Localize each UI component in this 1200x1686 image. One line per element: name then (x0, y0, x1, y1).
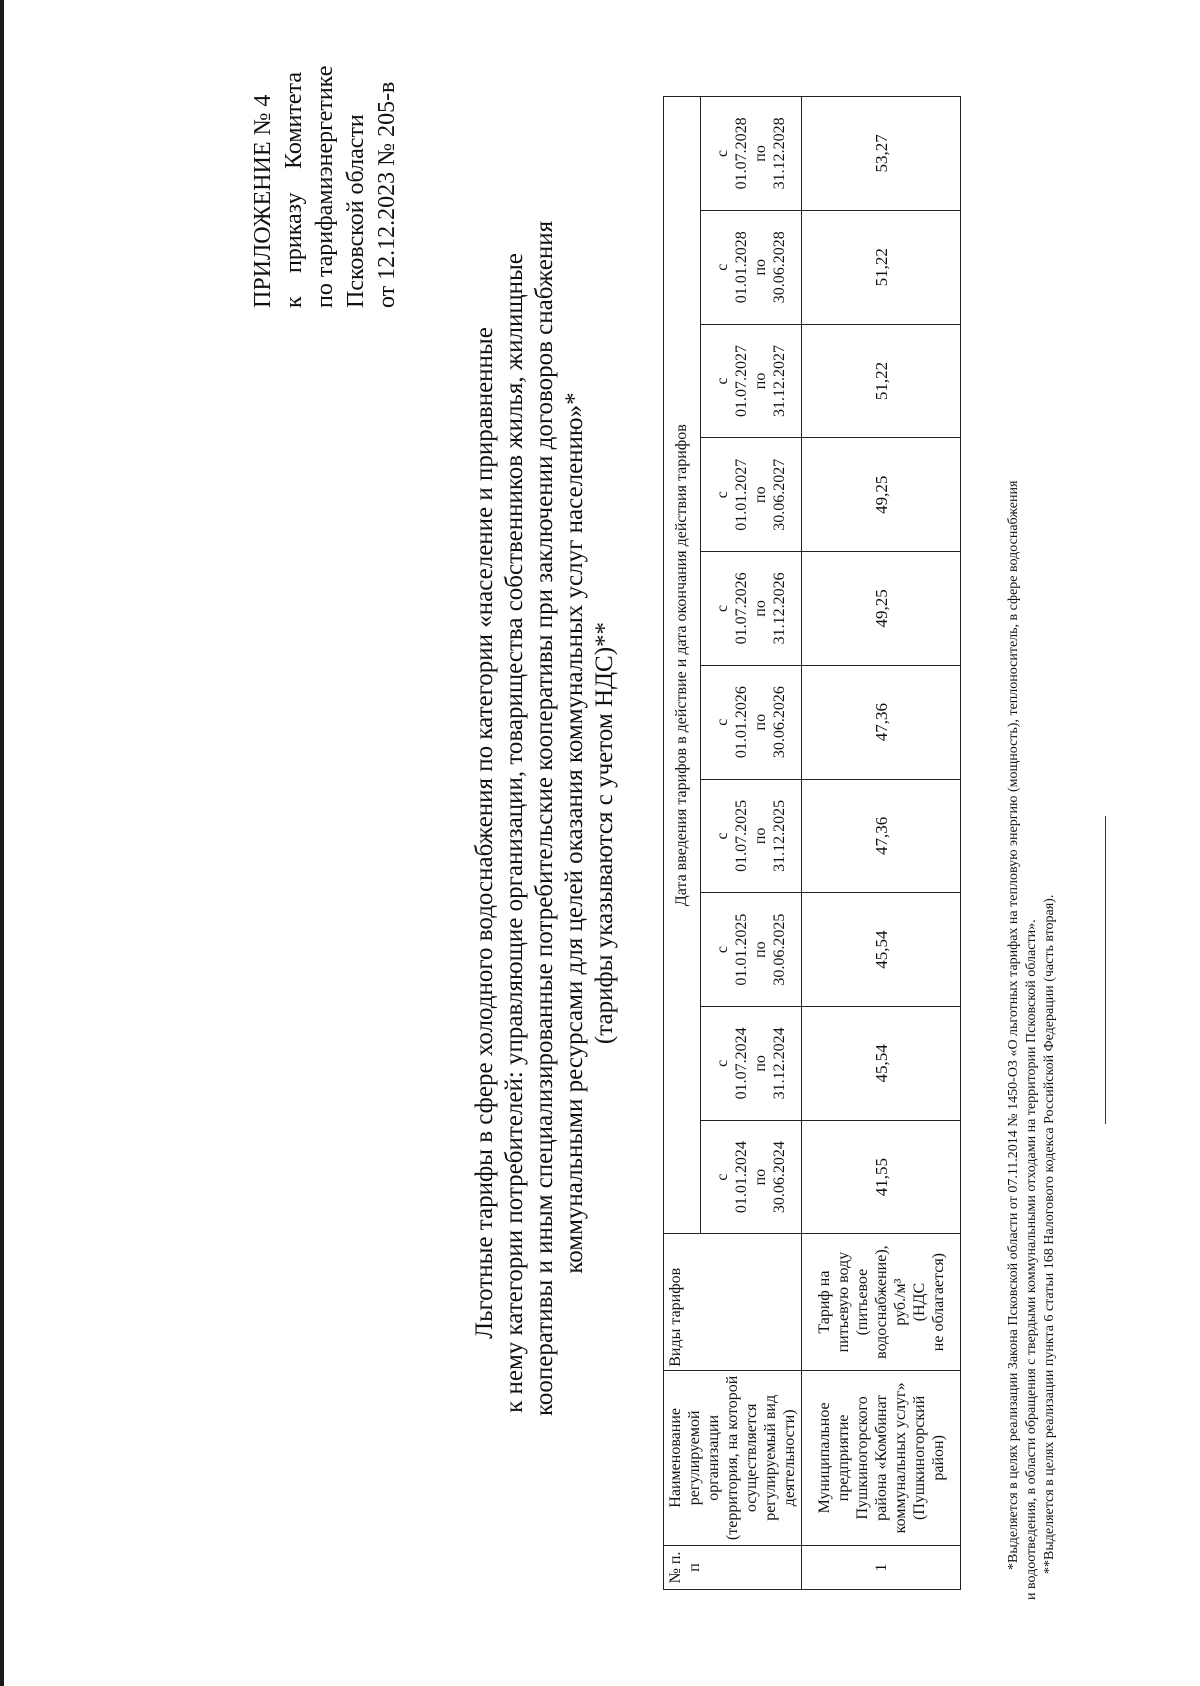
header-organization: Наименование регулируемой организации (территория, на которой осуществляется регулируемый вид деятельности) (664, 1370, 802, 1545)
appendix-line-5: от 12.12.2023 № 205-в (374, 81, 400, 308)
tariff-value: 51,22 (802, 324, 961, 438)
appendix-word-order: приказу (281, 192, 307, 273)
tariff-value: 47,36 (802, 779, 961, 893)
title-line-5: (тарифы указываются с учетом НДС)** (591, 621, 618, 1045)
appendix-word-k: к (281, 296, 307, 308)
row-number: 1 (802, 1545, 961, 1589)
tariff-table (663, 96, 961, 1590)
tariff-value: 45,54 (802, 1006, 961, 1120)
period-header: с 01.07.2025 по 31.12.2025 (700, 779, 801, 893)
period-header: с 01.07.2028 по 31.12.2028 (700, 97, 801, 211)
appendix-header (248, 65, 403, 308)
title-line-4: коммунальными ресурсами для целей оказания коммунальных услуг населению»* (561, 392, 588, 1274)
document-title (470, 220, 620, 1416)
title-line-1: Льготные тарифы в сфере холодного водоснабжения по категории «население и приравненные (471, 327, 498, 1339)
period-header: с 01.01.2027 по 30.06.2027 (700, 438, 801, 552)
period-header: с 01.01.2024 по 30.06.2024 (700, 1120, 801, 1234)
title-line-3: кооперативы и иным специализированные потребительские кооперативы при заключении договоров снабжения (531, 220, 558, 1416)
footnotes (1005, 80, 1059, 1600)
appendix-line-4: Псковской области (343, 114, 369, 308)
appendix-title: ПРИЛОЖЕНИЕ № 4 (250, 94, 276, 308)
period-header: с 01.07.2026 по 31.12.2026 (700, 552, 801, 666)
title-line-2: к нему категории потребителей: управляющие организации, товарищества собственников жилья, жилищные (501, 253, 528, 1413)
tariff-value: 51,22 (802, 210, 961, 324)
tariff-value: 47,36 (802, 665, 961, 779)
tariff-value: 41,55 (802, 1120, 961, 1234)
table-header-row (664, 97, 701, 1590)
table-row (802, 97, 961, 1590)
period-header: с 01.07.2027 по 31.12.2027 (700, 324, 801, 438)
header-number: № п. п (664, 1545, 802, 1589)
footnote-1: *Выделяется в целях реализации Закона Псковской области от 07.11.2014 № 1450-ОЗ «О льготных тарифах на тепловую энергию (мощность), теплоноситель, в сфере водоснабжения (1006, 480, 1021, 1570)
footnote-2: **Выделяется в целях реализации пункта 6 статьи 168 Налогового кодекса Российской Федерации (часть вторая). (1042, 894, 1057, 1574)
period-header: с 01.01.2026 по 30.06.2026 (700, 665, 801, 779)
appendix-word-and: и (312, 176, 338, 190)
row-tariff-kind: Тариф на питьевую воду (питьевое водоснабжение), руб./м³ (НДС не облагается) (802, 1234, 961, 1370)
header-dates: Дата введения тарифов в действие и дата окончания действия тарифов (664, 97, 701, 1234)
period-header: с 01.07.2024 по 31.12.2024 (700, 1006, 801, 1120)
footnote-1-continued: и водоотведения, в области обращения с твердыми коммунальными отходами на территории Псковской области». (1024, 919, 1039, 1600)
tariff-value: 49,25 (802, 438, 961, 552)
row-organization: Муниципальное предприятие Пушкиногорского района «Комбинат коммунальных услуг» (Пушкиногорский район) (802, 1370, 961, 1545)
appendix-word-committee: Комитета (281, 72, 307, 169)
appendix-line-2 (279, 72, 310, 308)
divider-line (1105, 816, 1106, 1124)
tariff-value: 45,54 (802, 893, 961, 1007)
header-tariff-kind: Виды тарифов (664, 1234, 802, 1370)
tariff-value: 49,25 (802, 552, 961, 666)
appendix-word-energy: энергетике (312, 65, 338, 177)
appendix-line-3 (310, 65, 341, 308)
period-header: с 01.01.2025 по 30.06.2025 (700, 893, 801, 1007)
appendix-word-tariffs: по тарифам (312, 189, 338, 308)
tariff-value: 53,27 (802, 97, 961, 211)
period-header: с 01.01.2028 по 30.06.2028 (700, 210, 801, 324)
